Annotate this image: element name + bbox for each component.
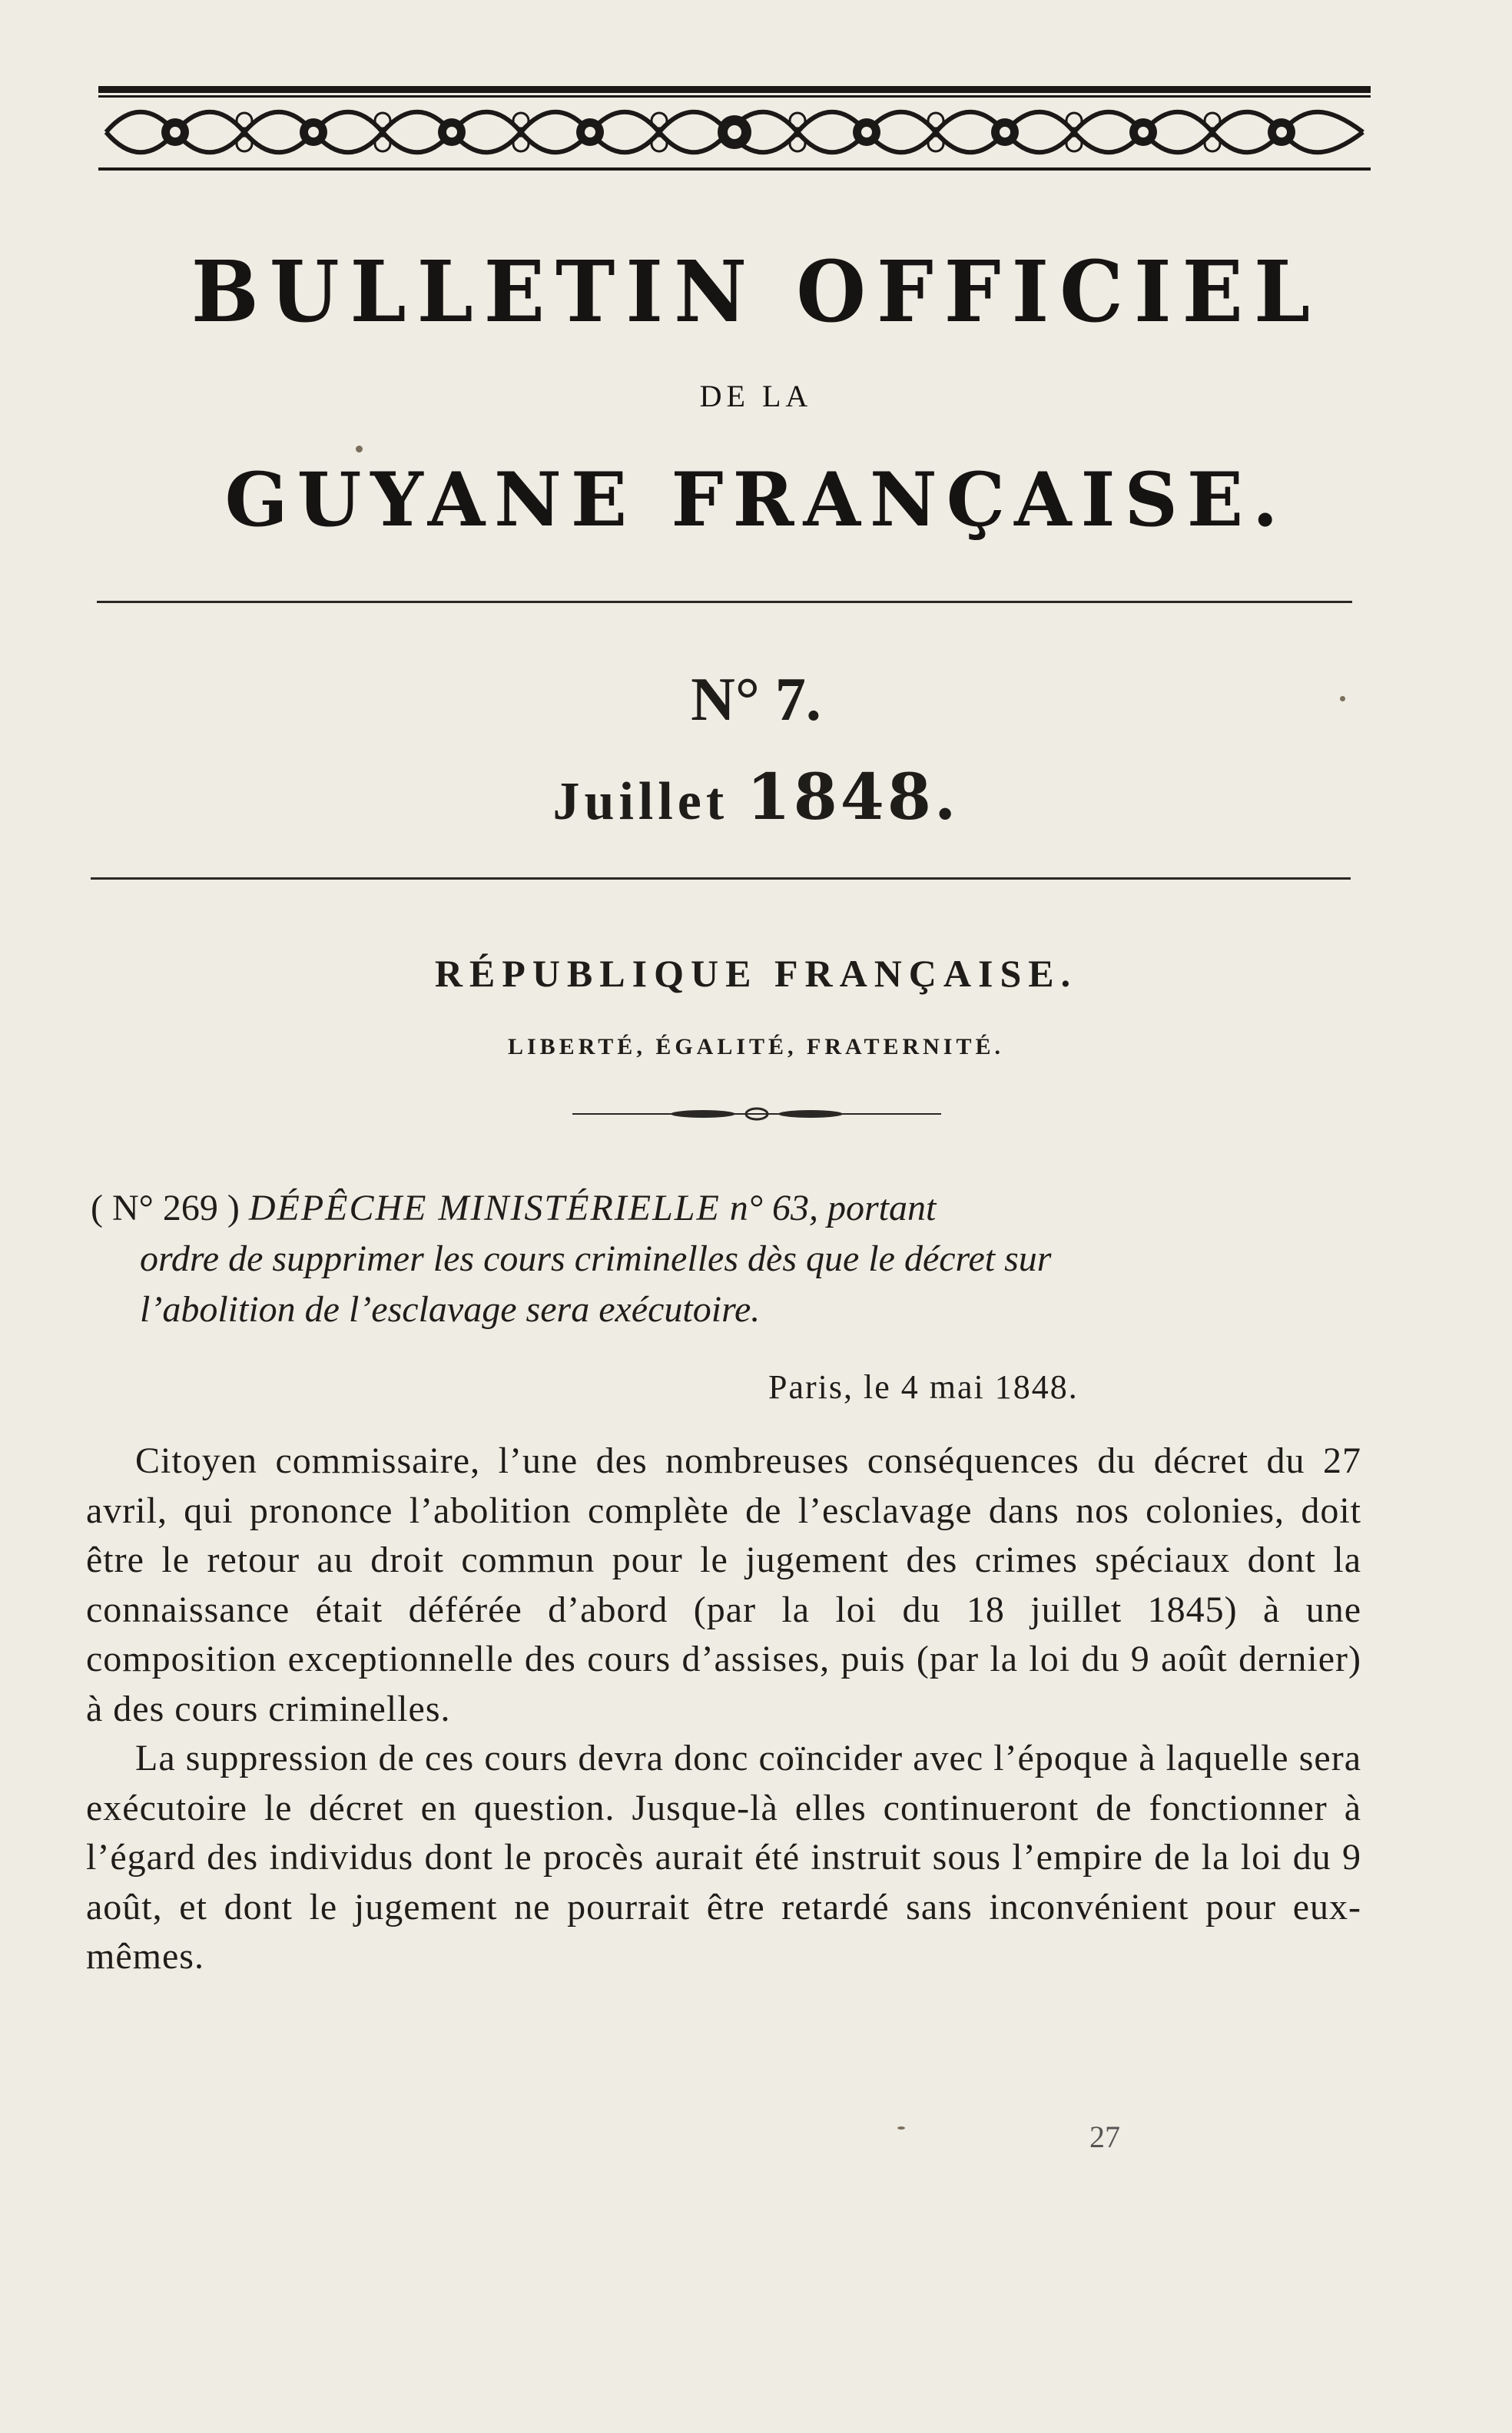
republic-name: RÉPUBLIQUE FRANÇAISE. xyxy=(434,952,1078,995)
issue-year: 1848. xyxy=(746,761,960,834)
document-body xyxy=(86,1437,1361,1982)
paragraph-1: Citoyen commissaire, l’une des nombreuses conséquences du décret du 27 avril, qui prononce l’abolition complète de l’esclavage dans nos colonies, doit être le retour au droit commun pour le jugement des crimes spéciaux dont la connaissance était déférée d’abord (par la loi du 18 juillet 1845) à une composition exceptionnelle des cours d’assises, puis (par la loi du 9 août dernier) à des cours criminelles. xyxy=(86,1440,1361,1729)
document-title: DÉPÊCHE MINISTÉRIELLE xyxy=(248,1188,721,1228)
title-connector: DE LA xyxy=(699,379,813,413)
paper-speck xyxy=(1340,696,1345,701)
ornamental-header-border xyxy=(98,86,1371,177)
paper-speck xyxy=(356,446,363,452)
document-subject-3: l’abolition de l’esclavage sera exécutoire. xyxy=(140,1289,761,1330)
issue-number: N° 7. xyxy=(691,666,821,734)
document-title-number: n° 63, xyxy=(729,1188,818,1228)
issue-month: Juillet xyxy=(552,772,729,831)
paper-speck xyxy=(897,2126,905,2130)
document-heading xyxy=(91,1183,1358,1335)
document-number: ( N° 269 ) xyxy=(91,1188,240,1228)
republic-motto: LIBERTÉ, ÉGALITÉ, FRATERNITÉ. xyxy=(507,1034,1005,1059)
page-number: 27 xyxy=(1089,2120,1120,2154)
document-subject-2: ordre de supprimer les cours criminelles dès que le décret sur xyxy=(140,1238,1052,1279)
place-date: Paris, le 4 mai 1848. xyxy=(768,1368,1079,1406)
section-divider xyxy=(572,1106,941,1122)
paragraph-2: La suppression de ces cours devra donc coïncider avec l’époque à laquelle sera exécutoire le décret en question. Jusque-là elles continueront de fonctionner à l’égard des individus dont le procès aurait été instruit sous l’empire de la loi du 9 août, et dont le jugement ne pourrait être retardé sans inconvénient pour eux-mêmes. xyxy=(86,1738,1361,1977)
document-subject-1: portant xyxy=(827,1188,937,1228)
header-rule xyxy=(97,601,1352,603)
colony-title: GUYANE FRANÇAISE. xyxy=(224,456,1288,543)
issue-date xyxy=(0,761,1512,834)
bulletin-title: BULLETIN OFFICIEL xyxy=(191,241,1321,342)
date-rule xyxy=(91,877,1351,880)
